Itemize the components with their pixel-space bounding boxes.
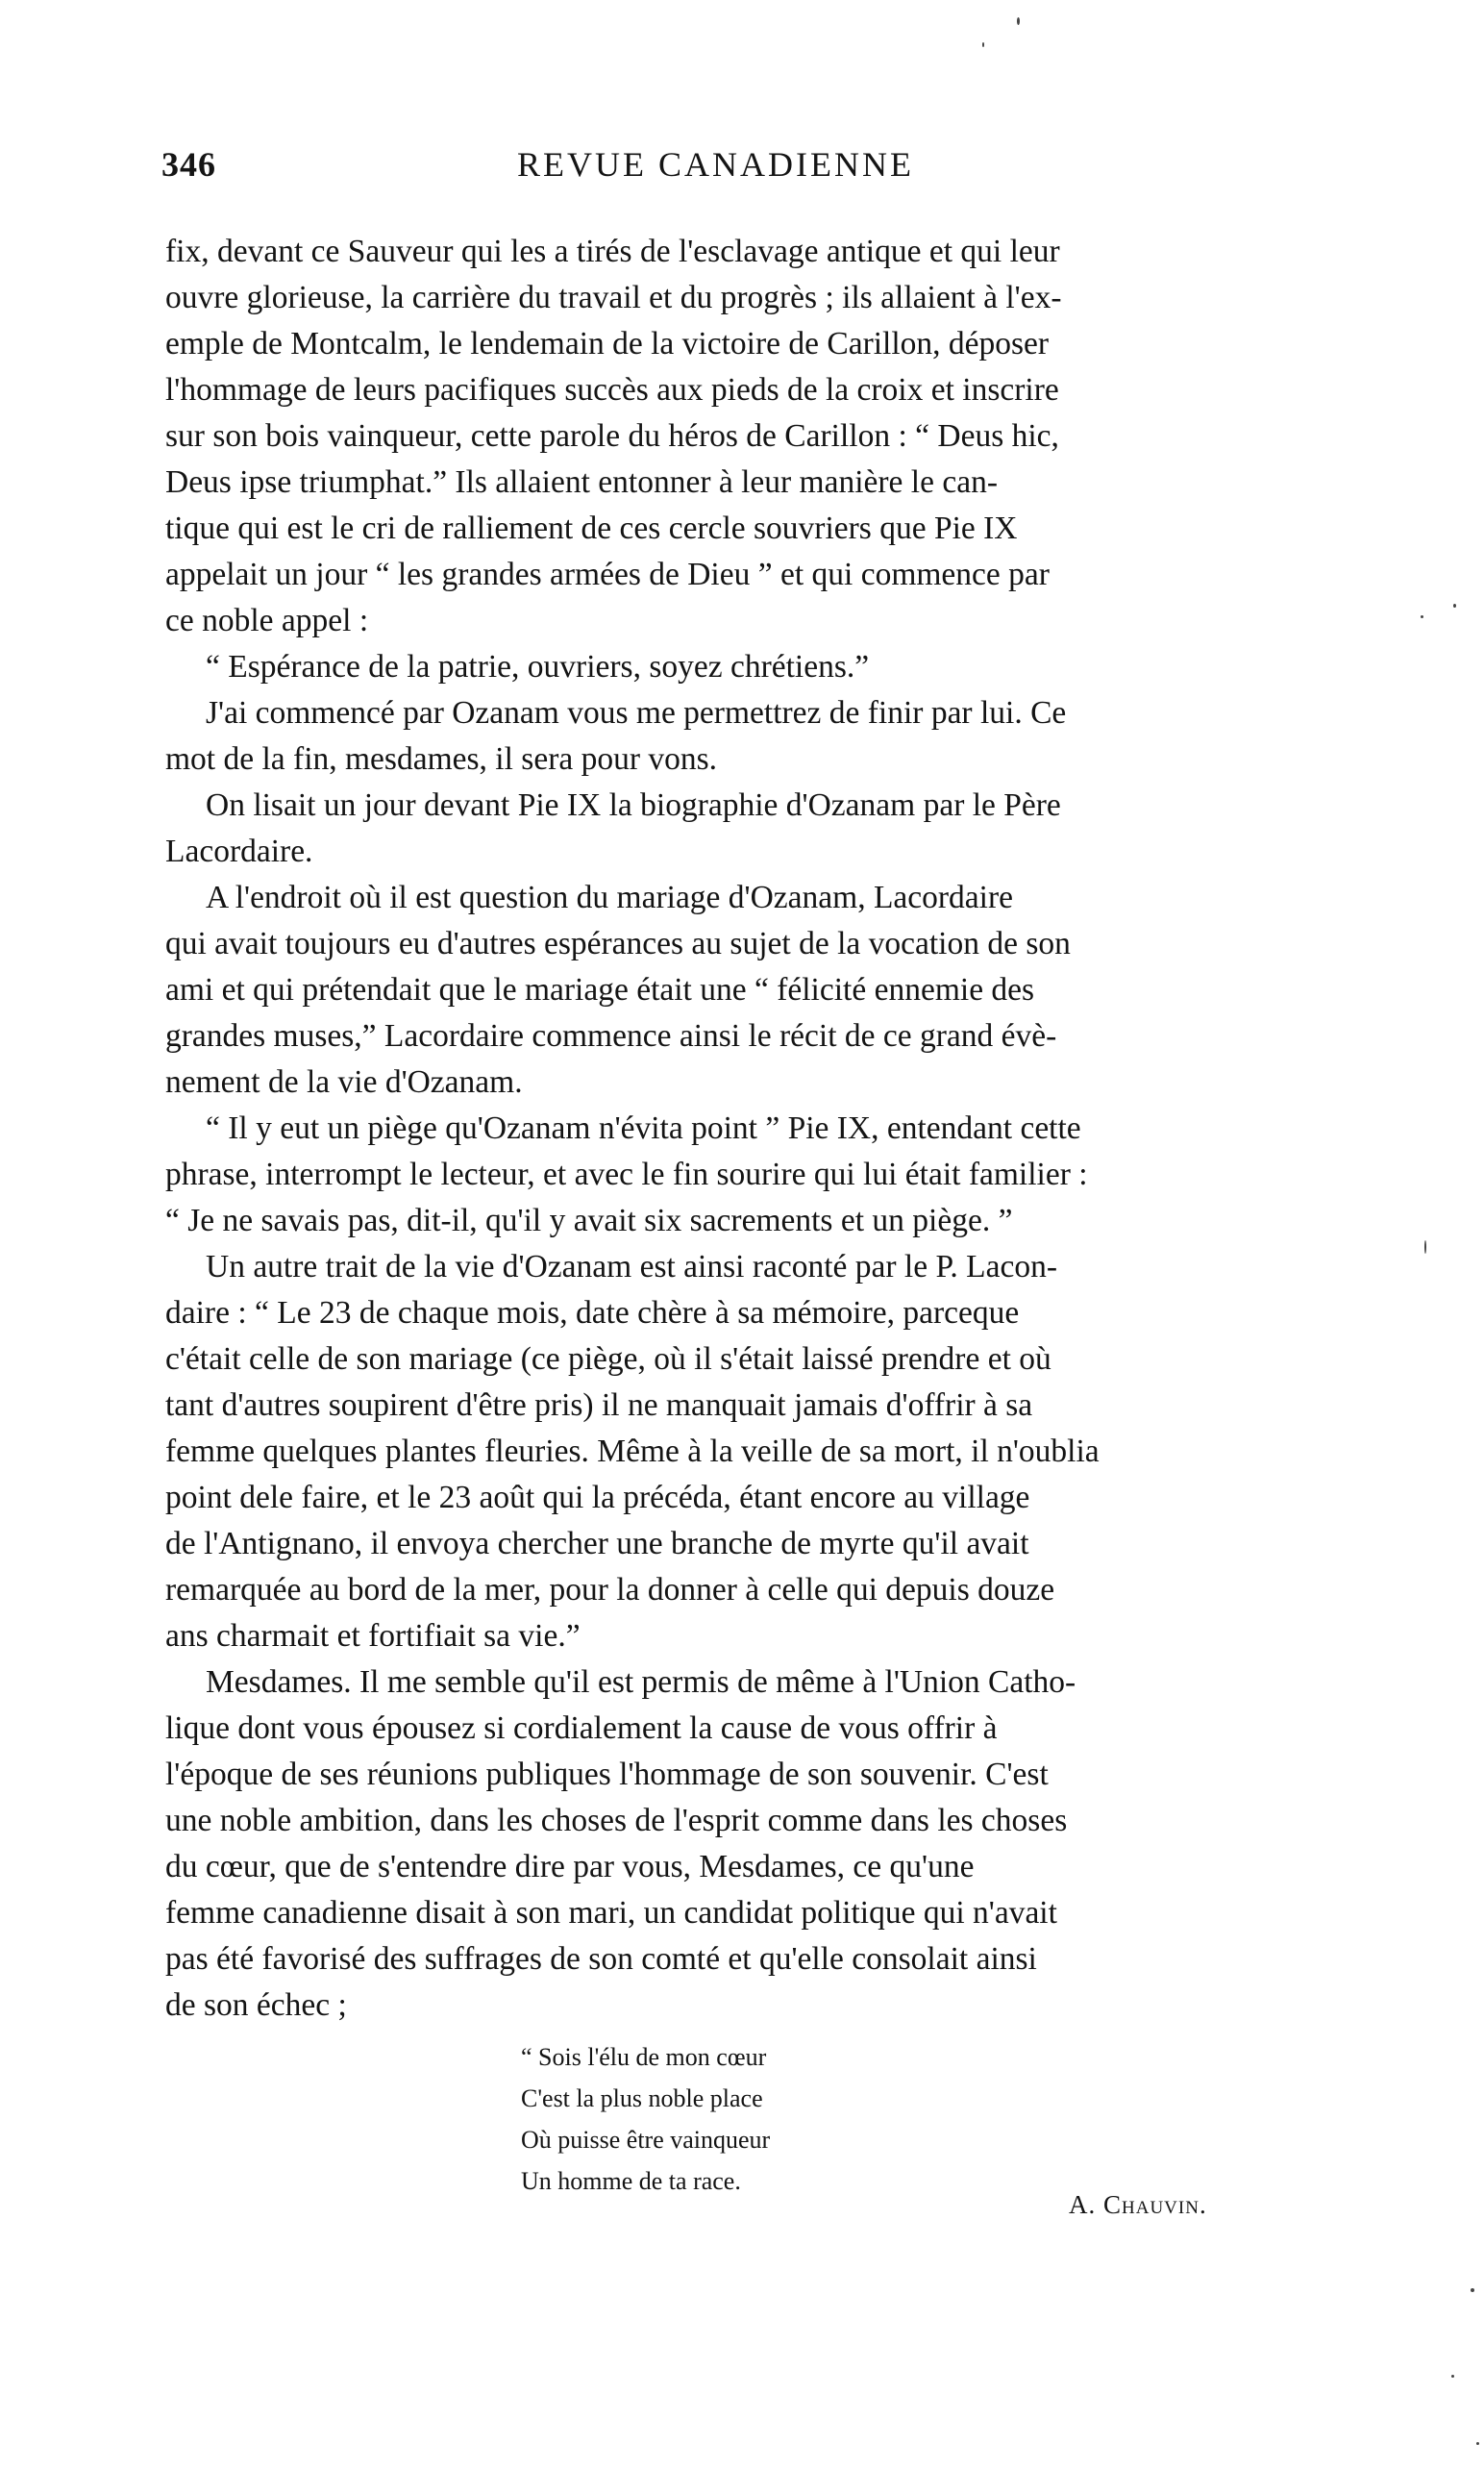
poem-line: C'est la plus noble place: [521, 2084, 763, 2112]
text-line: phrase, interrompt le lecteur, et avec le fin sourire qui lui était familier :: [165, 1157, 1088, 1192]
text-line: c'était celle de son mariage (ce piège, où il s'était laissé prendre et où: [165, 1341, 1051, 1377]
scan-speck: [1424, 1240, 1426, 1254]
text-line: appelait un jour “ les grandes armées de Dieu ” et qui commence par: [165, 557, 1050, 592]
text-line: ans charmait et fortifiait sa vie.”: [165, 1618, 581, 1654]
body-text: [165, 229, 1324, 2029]
text-line: femme quelques plantes fleuries. Même à la veille de sa mort, il n'oublia: [165, 1434, 1100, 1469]
quoted-line: “ Espérance de la patrie, ouvriers, soyez chrétiens.”: [206, 649, 870, 685]
scan-speck: [1421, 615, 1423, 618]
text-line: qui avait toujours eu d'autres espérances au sujet de la vocation de son: [165, 926, 1071, 961]
text-line: tique qui est le cri de ralliement de ces cercle souvriers que Pie IX: [165, 511, 1018, 546]
text-line: l'hommage de leurs pacifiques succès aux pieds de la croix et inscrire: [165, 372, 1059, 408]
text-line: ami et qui prétendait que le mariage était une “ félicité ennemie des: [165, 972, 1035, 1008]
paragraph-start: “ Il y eut un piège qu'Ozanam n'évita point ” Pie IX, entendant cette: [206, 1110, 1081, 1146]
text-line: l'époque de ses réunions publiques l'hommage de son souvenir. C'est: [165, 1757, 1049, 1792]
text-line: tant d'autres soupirent d'être pris) il ne manquait jamais d'offrir à sa: [165, 1387, 1033, 1423]
text-line: emple de Montcalm, le lendemain de la victoire de Carillon, déposer: [165, 326, 1050, 362]
text-line: mot de la fin, mesdames, il sera pour vons.: [165, 741, 718, 777]
author-signature: [1069, 2190, 1207, 2220]
poem-line: Où puisse être vainqueur: [521, 2126, 771, 2154]
text-line: de l'Antignano, il envoya chercher une branche de myrte qu'il avait: [165, 1526, 1029, 1561]
text-line: une noble ambition, dans les choses de l'esprit comme dans les choses: [165, 1803, 1068, 1838]
text-line: sur son bois vainqueur, cette parole du héros de Carillon : “ Deus hic,: [165, 418, 1059, 454]
text-line: grandes muses,” Lacordaire commence ainsi le récit de ce grand évè-: [165, 1018, 1057, 1054]
text-line: femme canadienne disait à son mari, un candidat politique qui n'avait: [165, 1895, 1057, 1931]
text-line: Deus ipse triumphat.” Ils allaient entonner à leur manière le can-: [165, 464, 998, 500]
text-line: remarquée au bord de la mer, pour la donner à celle qui depuis douze: [165, 1572, 1055, 1608]
scan-speck: [1471, 2288, 1474, 2292]
text-line: lique dont vous épousez si cordialement la cause de vous offrir à: [165, 1710, 998, 1746]
text-line: nement de la vie d'Ozanam.: [165, 1064, 523, 1100]
page-number: 346: [161, 145, 216, 184]
author-initial: A.: [1069, 2190, 1097, 2219]
scan-speck: [1017, 17, 1020, 25]
page-header: [161, 144, 1336, 202]
text-line: Lacordaire.: [165, 834, 313, 869]
paragraph-start: J'ai commencé par Ozanam vous me permettrez de finir par lui. Ce: [206, 695, 1067, 731]
scan-speck: [1451, 2375, 1454, 2378]
text-line: point dele faire, et le 23 août qui la précéda, étant encore au village: [165, 1480, 1030, 1515]
author-name: Chauvin.: [1103, 2190, 1207, 2219]
text-line: du cœur, que de s'entendre dire par vous, Mesdames, ce qu'une: [165, 1849, 975, 1884]
poem-quote: [521, 2036, 925, 2202]
text-line: ce noble appel :: [165, 603, 369, 638]
paragraph-start: A l'endroit où il est question du mariage d'Ozanam, Lacordaire: [206, 880, 1014, 915]
paragraph-start: Un autre trait de la vie d'Ozanam est ainsi raconté par le P. Lacon-: [206, 1249, 1057, 1284]
scan-speck: [1476, 2442, 1479, 2445]
paragraph-start: Mesdames. Il me semble qu'il est permis de même à l'Union Catho-: [206, 1664, 1076, 1700]
poem-line: Un homme de ta race.: [521, 2167, 741, 2195]
text-line: pas été favorisé des suffrages de son comté et qu'elle consolait ainsi: [165, 1941, 1037, 1977]
text-line: ouvre glorieuse, la carrière du travail et du progrès ; ils allaient à l'ex-: [165, 280, 1062, 315]
text-line: fix, devant ce Sauveur qui les a tirés de l'esclavage antique et qui leur: [165, 234, 1060, 269]
poem-line: “ Sois l'élu de mon cœur: [521, 2043, 767, 2071]
text-line: “ Je ne savais pas, dit-il, qu'il y avait six sacrements et un piège. ”: [165, 1203, 1013, 1238]
running-head: REVUE CANADIENNE: [517, 145, 914, 184]
text-line: daire : “ Le 23 de chaque mois, date chère à sa mémoire, parceque: [165, 1295, 1020, 1331]
paragraph-start: On lisait un jour devant Pie IX la biographie d'Ozanam par le Père: [206, 787, 1061, 823]
text-line: de son échec ;: [165, 1987, 347, 2023]
scan-speck: [1453, 604, 1456, 608]
scan-speck: [982, 42, 984, 47]
